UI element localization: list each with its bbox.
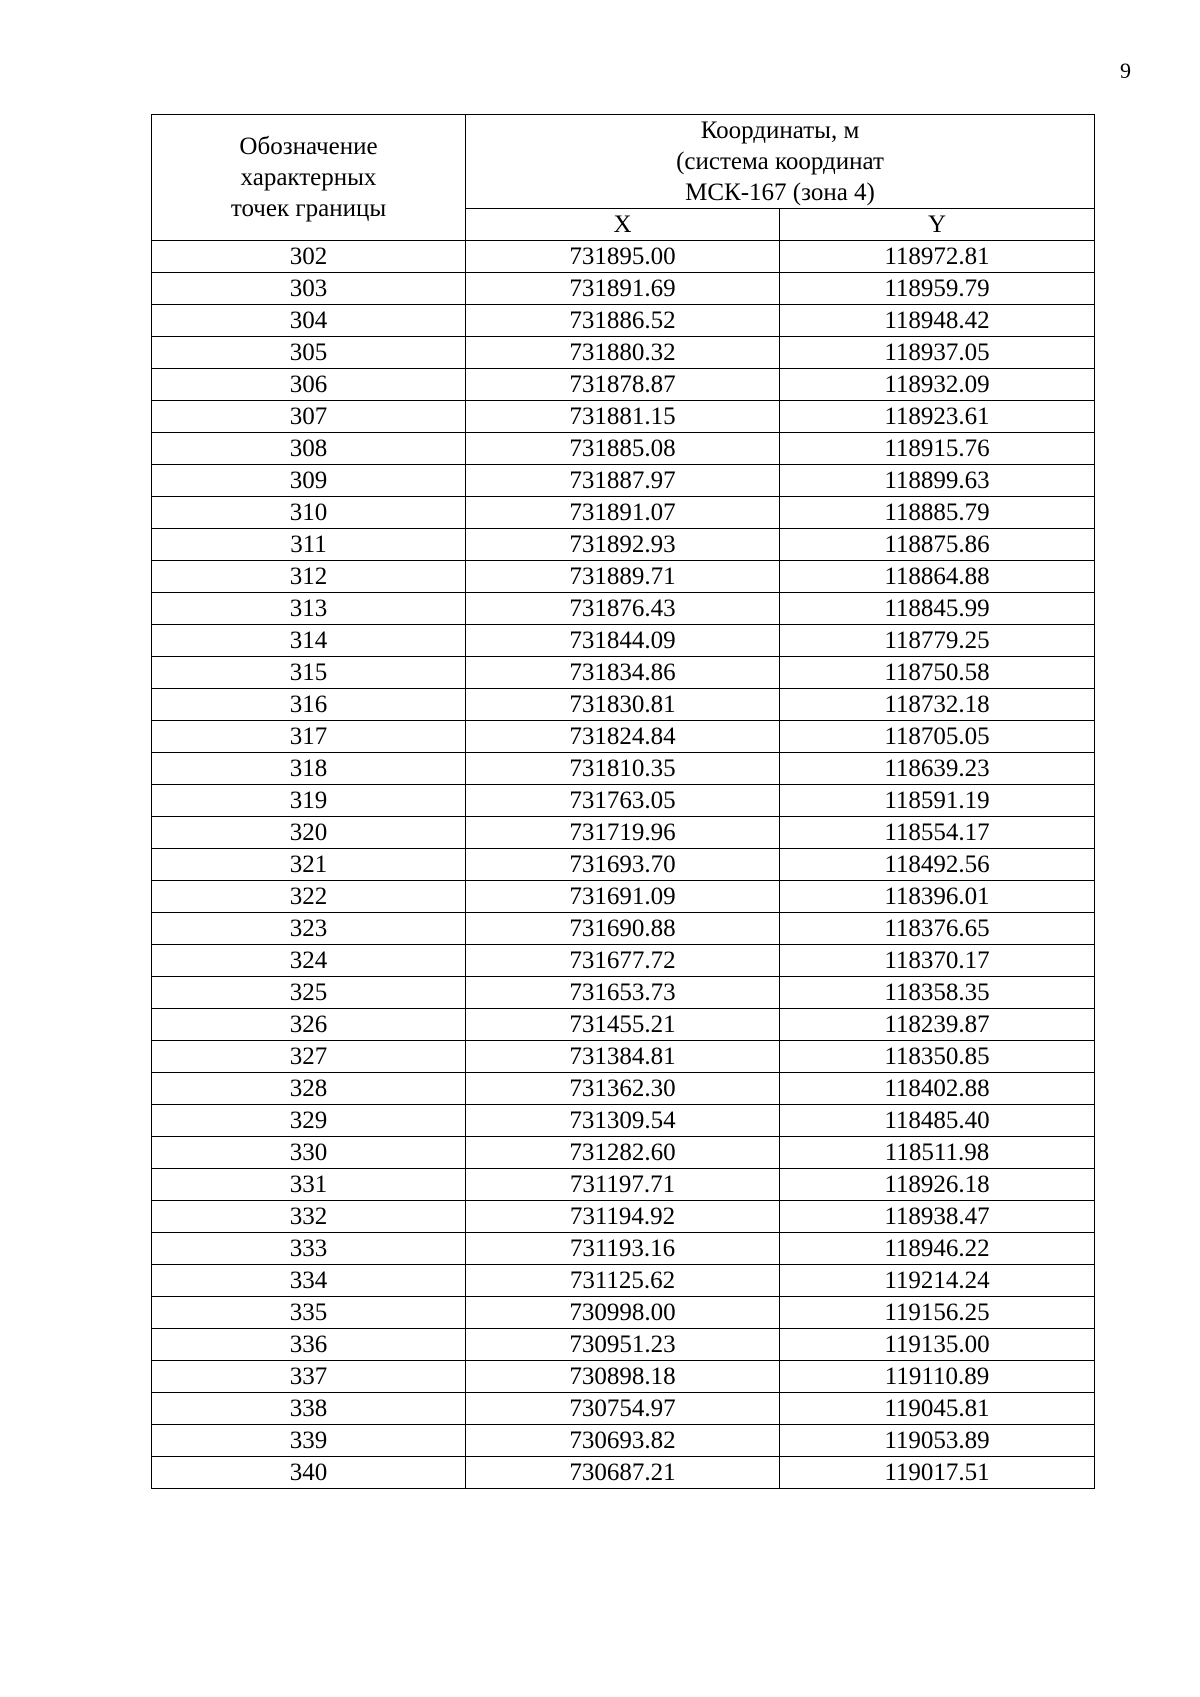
x-coordinate-cell: 731693.70 — [466, 849, 780, 881]
table-row — [152, 657, 1095, 689]
y-coordinate-cell: 118864.88 — [780, 561, 1095, 593]
point-cell: 334 — [152, 1265, 466, 1297]
point-cell: 307 — [152, 401, 466, 433]
point-cell: 303 — [152, 273, 466, 305]
y-coordinate-cell: 119214.24 — [780, 1265, 1095, 1297]
point-cell: 316 — [152, 689, 466, 721]
point-cell: 314 — [152, 625, 466, 657]
x-coordinate-cell: 730998.00 — [466, 1297, 780, 1329]
x-coordinate-cell: 731691.09 — [466, 881, 780, 913]
point-cell: 317 — [152, 721, 466, 753]
point-cell: 321 — [152, 849, 466, 881]
x-coordinate-cell: 731878.87 — [466, 369, 780, 401]
table-row — [152, 1009, 1095, 1041]
x-coordinate-cell: 731892.93 — [466, 529, 780, 561]
x-coordinate-cell: 731719.96 — [466, 817, 780, 849]
x-coordinate-cell: 731455.21 — [466, 1009, 780, 1041]
point-cell: 306 — [152, 369, 466, 401]
point-cell: 311 — [152, 529, 466, 561]
y-coordinate-cell: 118511.98 — [780, 1137, 1095, 1169]
y-coordinate-cell: 118779.25 — [780, 625, 1095, 657]
coords-header-line: Координаты, м — [700, 117, 860, 144]
point-cell: 332 — [152, 1201, 466, 1233]
x-coordinate-cell: 731194.92 — [466, 1201, 780, 1233]
y-coordinate-cell: 118937.05 — [780, 337, 1095, 369]
y-coordinate-cell: 118402.88 — [780, 1073, 1095, 1105]
table-row — [152, 1329, 1095, 1361]
table-row — [152, 433, 1095, 465]
x-coordinate-cell: 731844.09 — [466, 625, 780, 657]
coordinates-table — [151, 114, 1095, 1489]
table-row — [152, 561, 1095, 593]
page-number: 9 — [1120, 58, 1131, 83]
y-coordinate-cell: 118938.47 — [780, 1201, 1095, 1233]
x-column-header: X — [466, 209, 780, 241]
table-row — [152, 817, 1095, 849]
point-cell: 323 — [152, 913, 466, 945]
point-cell: 339 — [152, 1425, 466, 1457]
table-row — [152, 1105, 1095, 1137]
point-cell: 309 — [152, 465, 466, 497]
y-coordinate-cell: 118358.35 — [780, 977, 1095, 1009]
table-row — [152, 1201, 1095, 1233]
point-cell: 338 — [152, 1393, 466, 1425]
point-cell: 331 — [152, 1169, 466, 1201]
y-coordinate-cell: 118885.79 — [780, 497, 1095, 529]
x-coordinate-cell: 731763.05 — [466, 785, 780, 817]
point-cell: 324 — [152, 945, 466, 977]
table-row — [152, 1393, 1095, 1425]
table-row — [152, 305, 1095, 337]
table-row — [152, 1457, 1095, 1489]
point-header-line: характерных — [240, 164, 377, 191]
y-coordinate-cell: 118376.65 — [780, 913, 1095, 945]
table-row — [152, 913, 1095, 945]
point-cell: 327 — [152, 1041, 466, 1073]
y-coordinate-cell: 118875.86 — [780, 529, 1095, 561]
point-cell: 313 — [152, 593, 466, 625]
x-coordinate-cell: 731830.81 — [466, 689, 780, 721]
y-coordinate-cell: 118591.19 — [780, 785, 1095, 817]
point-cell: 320 — [152, 817, 466, 849]
table-row — [152, 849, 1095, 881]
table-body — [152, 241, 1095, 1489]
y-coordinate-cell: 118932.09 — [780, 369, 1095, 401]
y-coordinate-cell: 118492.56 — [780, 849, 1095, 881]
table-row — [152, 977, 1095, 1009]
x-coordinate-cell: 731885.08 — [466, 433, 780, 465]
y-coordinate-cell: 118732.18 — [780, 689, 1095, 721]
x-coordinate-cell: 731895.00 — [466, 241, 780, 273]
x-coordinate-cell: 731810.35 — [466, 753, 780, 785]
table-row — [152, 1233, 1095, 1265]
y-coordinate-cell: 119110.89 — [780, 1361, 1095, 1393]
table-row — [152, 881, 1095, 913]
y-coordinate-cell: 118705.05 — [780, 721, 1095, 753]
point-cell: 305 — [152, 337, 466, 369]
table-row — [152, 785, 1095, 817]
x-coordinate-cell: 731653.73 — [466, 977, 780, 1009]
point-cell: 337 — [152, 1361, 466, 1393]
point-cell: 310 — [152, 497, 466, 529]
y-coordinate-cell: 119045.81 — [780, 1393, 1095, 1425]
table-row — [152, 721, 1095, 753]
point-cell: 304 — [152, 305, 466, 337]
table-row — [152, 1137, 1095, 1169]
y-coordinate-cell: 118923.61 — [780, 401, 1095, 433]
table-row — [152, 689, 1095, 721]
table-row — [152, 625, 1095, 657]
table-row — [152, 337, 1095, 369]
point-cell: 315 — [152, 657, 466, 689]
x-coordinate-cell: 731125.62 — [466, 1265, 780, 1297]
point-header-line: Обозначение — [239, 133, 378, 160]
table-row — [152, 1297, 1095, 1329]
point-cell: 336 — [152, 1329, 466, 1361]
table-row — [152, 945, 1095, 977]
point-cell: 333 — [152, 1233, 466, 1265]
table-row — [152, 1425, 1095, 1457]
x-coordinate-cell: 731891.07 — [466, 497, 780, 529]
y-coordinate-cell: 119017.51 — [780, 1457, 1095, 1489]
table-row — [152, 1361, 1095, 1393]
y-coordinate-cell: 118845.99 — [780, 593, 1095, 625]
table-row — [152, 241, 1095, 273]
coordinates-column-header — [466, 115, 1095, 209]
x-coordinate-cell: 731891.69 — [466, 273, 780, 305]
x-coordinate-cell: 730898.18 — [466, 1361, 780, 1393]
x-coordinate-cell: 731384.81 — [466, 1041, 780, 1073]
x-coordinate-cell: 730754.97 — [466, 1393, 780, 1425]
point-cell: 330 — [152, 1137, 466, 1169]
table-header — [152, 115, 1095, 241]
coords-header-line: МСК-167 (зона 4) — [685, 179, 875, 206]
point-cell: 329 — [152, 1105, 466, 1137]
table-row — [152, 465, 1095, 497]
point-cell: 340 — [152, 1457, 466, 1489]
point-cell: 308 — [152, 433, 466, 465]
table-row — [152, 1169, 1095, 1201]
x-coordinate-cell: 731880.32 — [466, 337, 780, 369]
coords-header-line: (система координат — [676, 148, 884, 175]
y-coordinate-cell: 118239.87 — [780, 1009, 1095, 1041]
y-coordinate-cell: 118899.63 — [780, 465, 1095, 497]
x-coordinate-cell: 731690.88 — [466, 913, 780, 945]
point-cell: 325 — [152, 977, 466, 1009]
x-coordinate-cell: 731887.97 — [466, 465, 780, 497]
x-coordinate-cell: 731197.71 — [466, 1169, 780, 1201]
x-coordinate-cell: 731193.16 — [466, 1233, 780, 1265]
table-row — [152, 1073, 1095, 1105]
y-coordinate-cell: 118639.23 — [780, 753, 1095, 785]
x-coordinate-cell: 731824.84 — [466, 721, 780, 753]
y-coordinate-cell: 119156.25 — [780, 1297, 1095, 1329]
table-row — [152, 497, 1095, 529]
point-cell: 319 — [152, 785, 466, 817]
y-coordinate-cell: 118350.85 — [780, 1041, 1095, 1073]
y-coordinate-cell: 118959.79 — [780, 273, 1095, 305]
x-coordinate-cell: 730951.23 — [466, 1329, 780, 1361]
x-coordinate-cell: 731677.72 — [466, 945, 780, 977]
x-coordinate-cell: 731886.52 — [466, 305, 780, 337]
x-coordinate-cell: 731876.43 — [466, 593, 780, 625]
point-cell: 318 — [152, 753, 466, 785]
table-row — [152, 273, 1095, 305]
y-coordinate-cell: 118396.01 — [780, 881, 1095, 913]
x-coordinate-cell: 731889.71 — [466, 561, 780, 593]
table-row — [152, 529, 1095, 561]
x-coordinate-cell: 731309.54 — [466, 1105, 780, 1137]
y-coordinate-cell: 118485.40 — [780, 1105, 1095, 1137]
point-cell: 312 — [152, 561, 466, 593]
x-coordinate-cell: 731362.30 — [466, 1073, 780, 1105]
table-row — [152, 401, 1095, 433]
x-coordinate-cell: 730693.82 — [466, 1425, 780, 1457]
point-column-header — [152, 115, 466, 241]
point-cell: 302 — [152, 241, 466, 273]
point-header-line: точек границы — [230, 195, 387, 222]
y-coordinate-cell: 119135.00 — [780, 1329, 1095, 1361]
point-cell: 335 — [152, 1297, 466, 1329]
y-column-header: Y — [780, 209, 1095, 241]
point-cell: 322 — [152, 881, 466, 913]
table-row — [152, 1265, 1095, 1297]
table-row — [152, 593, 1095, 625]
y-coordinate-cell: 118554.17 — [780, 817, 1095, 849]
x-coordinate-cell: 731834.86 — [466, 657, 780, 689]
y-coordinate-cell: 119053.89 — [780, 1425, 1095, 1457]
y-coordinate-cell: 118915.76 — [780, 433, 1095, 465]
y-coordinate-cell: 118370.17 — [780, 945, 1095, 977]
y-coordinate-cell: 118946.22 — [780, 1233, 1095, 1265]
x-coordinate-cell: 731881.15 — [466, 401, 780, 433]
x-coordinate-cell: 731282.60 — [466, 1137, 780, 1169]
point-cell: 326 — [152, 1009, 466, 1041]
y-coordinate-cell: 118750.58 — [780, 657, 1095, 689]
y-coordinate-cell: 118926.18 — [780, 1169, 1095, 1201]
point-cell: 328 — [152, 1073, 466, 1105]
table-row — [152, 753, 1095, 785]
y-coordinate-cell: 118948.42 — [780, 305, 1095, 337]
y-coordinate-cell: 118972.81 — [780, 241, 1095, 273]
x-coordinate-cell: 730687.21 — [466, 1457, 780, 1489]
table-row — [152, 1041, 1095, 1073]
table-row — [152, 369, 1095, 401]
